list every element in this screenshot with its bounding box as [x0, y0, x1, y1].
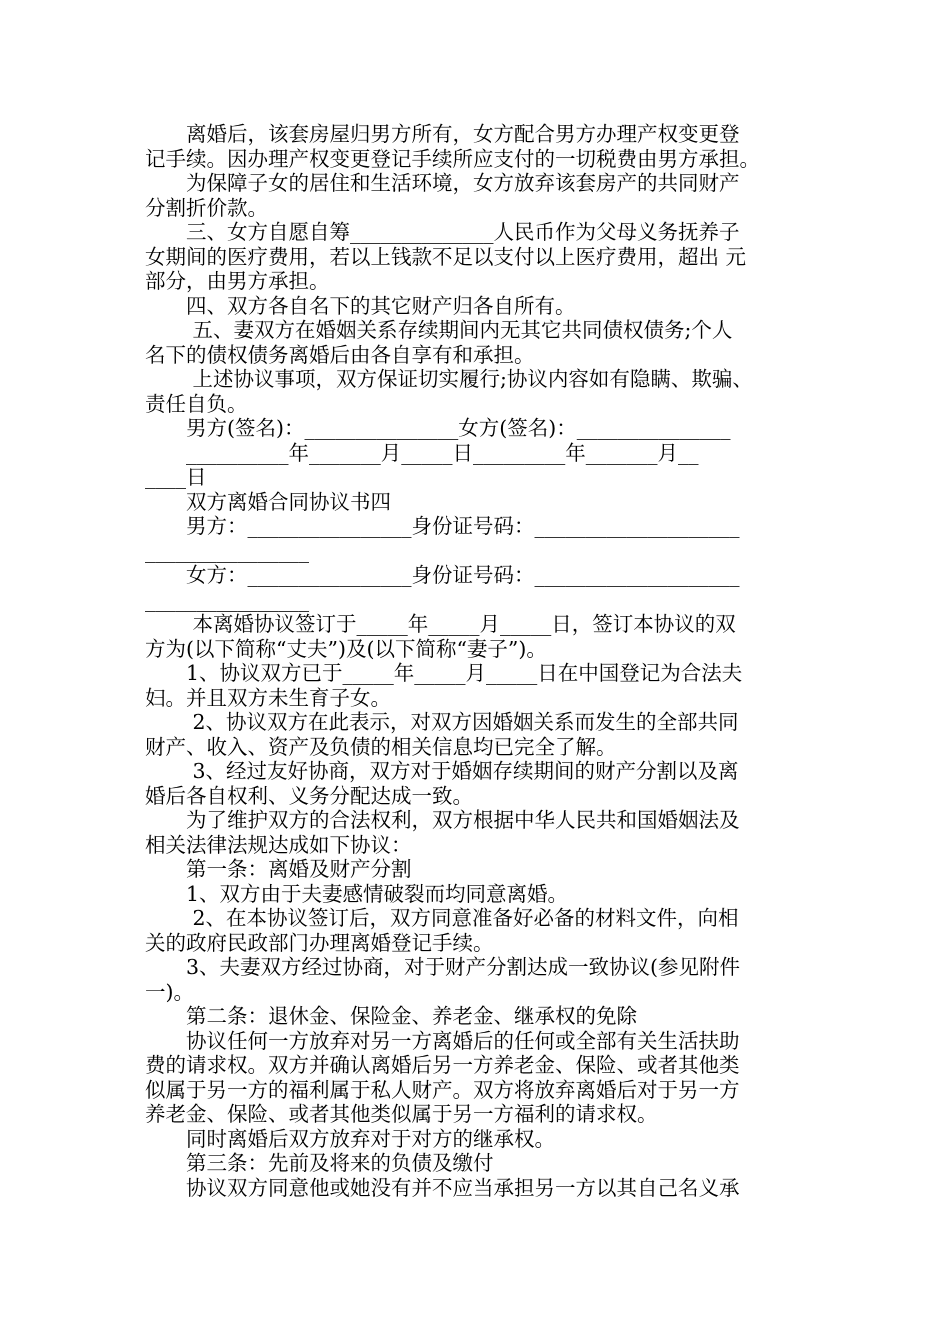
text-line: 女期间的医疗费用，若以上钱款不足以支付以上医疗费用，超出 元: [145, 244, 747, 269]
text-line: ____日: [145, 465, 207, 489]
text-line: 养老金、保险、或者其他类似属于另一方福利的请求权。: [145, 1102, 658, 1126]
text-line: 2、协议双方在此表示，对双方因婚姻关系而发生的全部共同: [145, 710, 739, 734]
text-line: 1、协议双方已于_____年_____月_____日在中国登记为合法夫: [145, 661, 743, 685]
text-line: 男方：________________身份证号码：____________________: [145, 514, 740, 538]
text-line: 分割折价款。: [145, 195, 268, 220]
text-line: 部分，由男方承担。: [145, 269, 330, 293]
text-line: 1、双方由于夫妻感情破裂而均同意离婚。: [145, 881, 569, 906]
text-line: 协议双方同意他或她没有并不应当承担另一方以其自己名义承: [145, 1175, 740, 1200]
text-line: 财产、收入、资产及负债的相关信息均已完全了解。: [145, 734, 617, 759]
text-line: 上述协议事项，双方保证切实履行;协议内容如有隐瞒、欺骗、: [145, 367, 753, 391]
text-line: 五、妻双方在婚姻关系存续期间内无其它共同债权债务;个人: [145, 318, 733, 342]
document-body: [145, 122, 810, 1200]
text-line: 本离婚协议签订于_____年_____月_____日，签订本协议的双: [145, 612, 736, 636]
text-line: __________年_______月_____日_________年_______月__: [145, 440, 699, 465]
text-line: 双方离婚合同协议书四: [145, 489, 391, 514]
text-line: 为保障子女的居住和生活环境，女方放弃该套房产的共同财产: [145, 171, 740, 195]
text-line: 协议任何一方放弃对另一方离婚后的任何或全部有关生活扶助: [145, 1028, 740, 1053]
text-line: 相关法律法规达成如下协议：: [145, 832, 412, 857]
text-line: 费的请求权。双方并确认离婚后另一方养老金、保险、或者其他类: [145, 1053, 740, 1077]
text-line: 同时离婚后双方放弃对于对方的继承权。: [145, 1126, 555, 1151]
text-line: 第二条：退休金、保险金、养老金、继承权的免除: [145, 1004, 637, 1028]
text-line: 第一条：离婚及财产分割: [145, 857, 412, 881]
text-line: 似属于另一方的福利属于私人财产。双方将放弃离婚后对于另一方: [145, 1077, 740, 1102]
text-line: 2、在本协议签订后，双方同意准备好必备的材料文件，向相: [145, 906, 739, 930]
text-line: 第三条：先前及将来的负债及缴付: [145, 1151, 494, 1175]
text-line: 3、经过友好协商，双方对于婚姻存续期间的财产分割以及离: [145, 759, 739, 783]
text-line: 四、双方各自名下的其它财产归各自所有。: [145, 293, 576, 318]
text-line: 男方(签名)：_______________女方(签名)：_______________: [145, 416, 731, 440]
text-line: 3、夫妻双方经过协商，对于财产分割达成一致协议(参见附件: [145, 955, 741, 979]
text-line: 关的政府民政部门办理离婚登记手续。: [145, 930, 494, 955]
text-line: 三、女方自愿自筹______________人民币作为父母义务抚养子: [145, 220, 740, 244]
text-line: 妇。并且双方未生育子女。: [145, 685, 391, 710]
text-line: 婚后各自权利、义务分配达成一致。: [145, 783, 473, 808]
text-line: 女方：________________身份证号码：____________________: [145, 563, 740, 587]
text-line: 责任自负。: [145, 391, 248, 416]
text-line: 记手续。因办理产权变更登记手续所应支付的一切税费由男方承担。: [145, 146, 760, 171]
text-line: 方为(以下简称“丈夫”)及(以下简称“妻子”)。: [145, 636, 547, 661]
text-line: ________________: [145, 587, 309, 612]
text-line: 名下的债权债务离婚后由各自享有和承担。: [145, 342, 535, 367]
text-line: ________________: [145, 538, 309, 563]
text-line: 为了维护双方的合法权利，双方根据中华人民共和国婚姻法及: [145, 808, 740, 832]
text-line: 离婚后，该套房屋归男方所有，女方配合男方办理产权变更登: [145, 122, 740, 146]
text-line: 一)。: [145, 979, 194, 1004]
